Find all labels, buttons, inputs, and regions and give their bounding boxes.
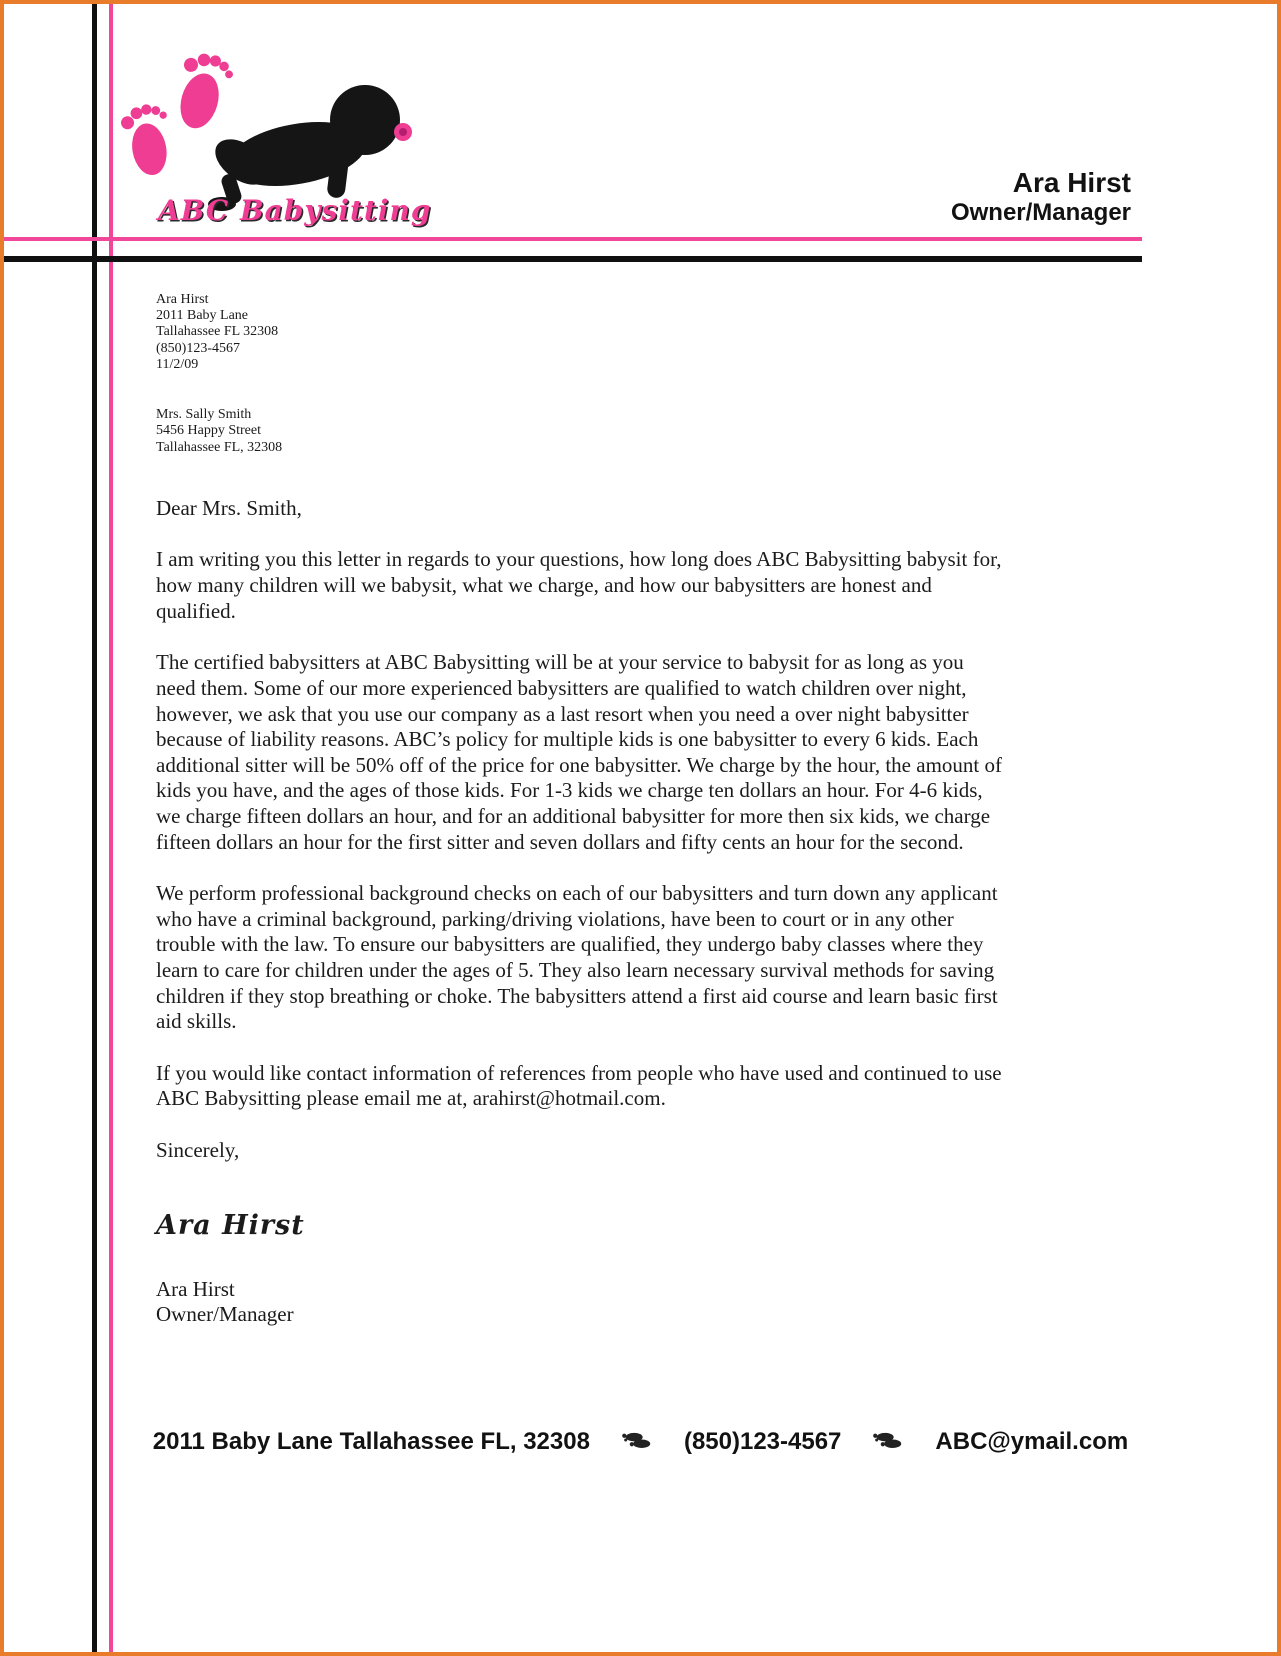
sender-line: Ara Hirst bbox=[156, 292, 209, 307]
left-pink-rule bbox=[109, 4, 113, 1652]
sender-line: 2011 Baby Lane bbox=[156, 308, 249, 324]
footer-phone: (850)123-4567 bbox=[683, 1428, 842, 1455]
left-black-rule bbox=[92, 4, 97, 1652]
owner-name: Ara Hirst bbox=[1012, 167, 1131, 198]
recipient-line: Mrs. Sally Smith bbox=[156, 407, 252, 423]
footer-address: 2011 Baby Lane Tallahassee FL, 32308 bbox=[152, 1428, 590, 1455]
salutation: Dear Mrs. Smith, bbox=[156, 495, 302, 520]
recipient-address-block bbox=[156, 407, 1004, 456]
letterhead-owner-block bbox=[951, 167, 1131, 228]
footer-email: ABC@ymail.com bbox=[935, 1428, 1129, 1455]
paragraph: The certified babysitters at ABC Babysitting will be at your service to babysit for as long as you need them. Some of our more experienced babysitters are qualified to watch children over night, however, we ask that you use our company as a last resort when you need a over night babysitter because of liability reasons. ABC’s policy for multiple kids is one babysitter to every 6 kids. Each additional sitter will be 50% off of the price for one babysitter. We charge by the hour, the amount of kids you have, and the ages of those kids. For 1-3 kids we charge ten dollars an hour. For 4-6 kids, we charge fifteen dollars an hour, and for an additional babysitter for more then six kids, we charge fifteen dollars an hour for the first sitter and seven dollars and fifty cents an hour for the second. bbox=[156, 650, 1002, 854]
company-logo bbox=[116, 42, 436, 242]
closing: Sincerely, bbox=[156, 1138, 240, 1163]
owner-title: Owner/Manager bbox=[950, 199, 1131, 227]
signature-title: Owner/Manager bbox=[156, 1302, 294, 1327]
recipient-line: Tallahassee FL, 32308 bbox=[156, 439, 283, 455]
handwritten-signature: Ara Hirst bbox=[156, 1209, 305, 1241]
sender-line: Tallahassee FL 32308 bbox=[156, 324, 279, 340]
signature-name: Ara Hirst bbox=[156, 1276, 235, 1301]
footprint-icon bbox=[871, 1428, 905, 1456]
paragraph: I am writing you this letter in regards to your questions, how long does ABC Babysitting babysit for, how many children will we babysit, what we charge, and how our babysitters are honest and qualified. bbox=[156, 547, 1002, 623]
paragraph: If you would like contact information of references from people who have used and continued to use ABC Babysitting please email me at, arahirst@hotmail.com. bbox=[156, 1060, 1002, 1111]
sender-line: 11/2/09 bbox=[156, 356, 199, 372]
paragraph: We perform professional background checks on each of our babysitters and turn down any applicant who have a criminal background, parking/driving violations, have been to court or in any other trouble with the law. To ensure our babysitters are qualified, they undergo baby classes where they learn to care for children under the ages of 5. They also learn necessary survival methods for saving children if they stop breathing or choke. The babysitters attend a first aid course and learn basic first aid skills. bbox=[156, 881, 998, 1034]
footprint-icon bbox=[620, 1428, 654, 1456]
sender-address-block bbox=[156, 292, 1004, 373]
recipient-line: 5456 Happy Street bbox=[156, 423, 261, 439]
letter-body bbox=[156, 292, 1004, 1328]
sender-line: (850)123-4567 bbox=[156, 340, 240, 356]
logo-wordmark: ABC Babysitting bbox=[158, 194, 432, 227]
top-black-rule bbox=[4, 256, 1142, 262]
letterhead-footer bbox=[4, 1428, 1277, 1456]
